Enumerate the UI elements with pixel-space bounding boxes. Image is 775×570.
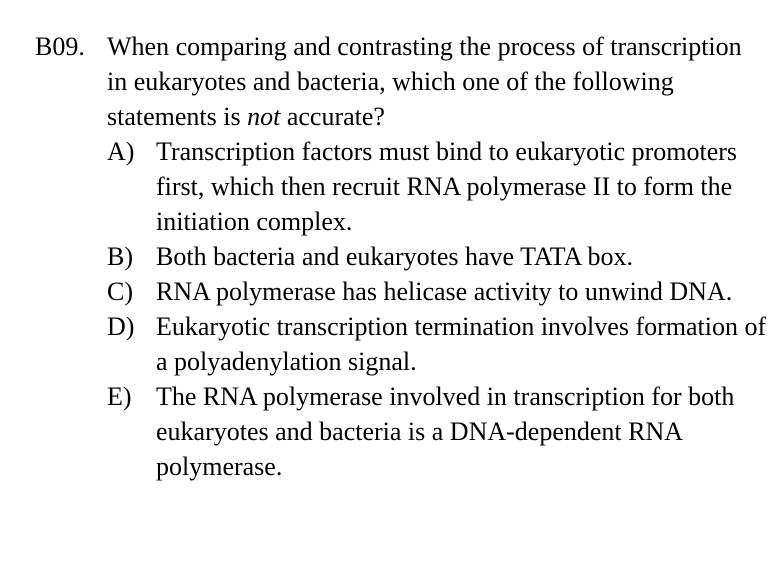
question-stem	[107, 29, 757, 134]
option-b-letter: B)	[107, 242, 133, 271]
option-a-text: Transcription factors must bind to eukaryotic promoters first, which then recruit RNA polymerase II to form the initiation complex.	[156, 137, 738, 236]
option-a-letter: A)	[107, 137, 135, 166]
option-e	[107, 379, 767, 484]
option-d-text: Eukaryotic transcription termination involves formation of a polyadenylation signal.	[156, 312, 767, 376]
option-b-text: Both bacteria and eukaryotes have TATA box.	[156, 242, 633, 271]
stem-text-after: accurate?	[280, 102, 385, 131]
option-c-letter: C)	[107, 277, 133, 306]
option-e-text: The RNA polymerase involved in transcription for both eukaryotes and bacteria is a DNA-dependent RNA polymerase.	[156, 382, 735, 481]
answer-options	[107, 134, 767, 484]
option-b	[107, 239, 767, 274]
option-e-letter: E)	[107, 382, 132, 411]
option-d	[107, 309, 767, 379]
stem-emphasis: not	[247, 102, 281, 131]
option-a	[107, 134, 767, 239]
stem-text-before: When comparing and contrasting the process of transcription in eukaryotes and bacteria, which one of the following statements is	[107, 32, 742, 131]
option-c	[107, 274, 767, 309]
question-number: B09.	[35, 32, 85, 61]
option-c-text: RNA polymerase has helicase activity to unwind DNA.	[156, 277, 733, 306]
option-d-letter: D)	[107, 312, 135, 341]
